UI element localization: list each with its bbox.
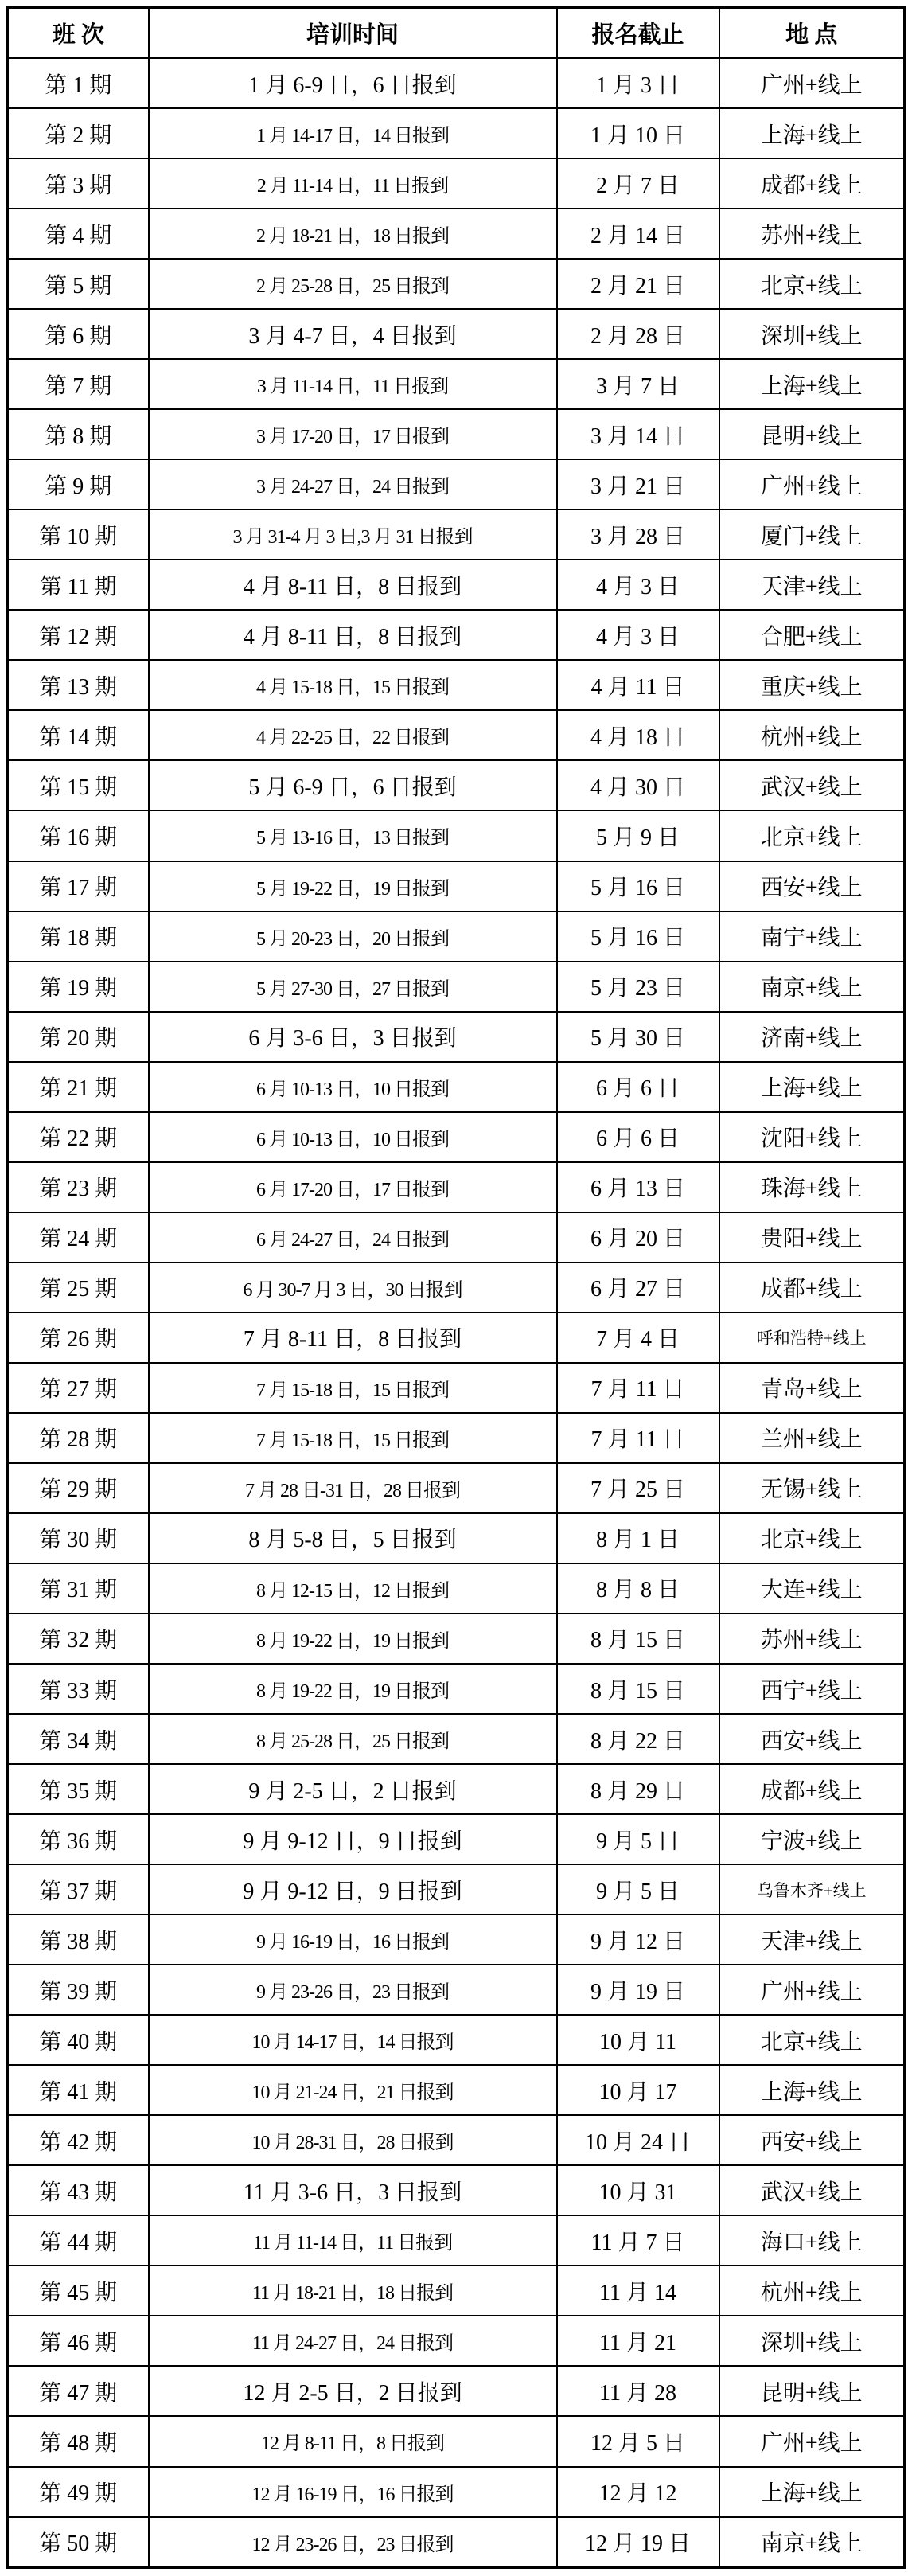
cell-location: 天津+线上 [719,1914,905,1965]
cell-deadline: 3 月 7 日 [557,359,719,409]
cell-class: 第 3 期 [8,158,149,209]
cell-location: 成都+线上 [719,1263,905,1313]
training-schedule-table [6,6,903,2569]
cell-class: 第 10 期 [8,509,149,560]
cell-time: 4 月 8-11 日，8 日报到 [149,610,557,660]
cell-deadline: 9 月 5 日 [557,1814,719,1864]
cell-time: 11 月 24-27 日，24 日报到 [149,2316,557,2366]
cell-time: 2 月 11-14 日，11 日报到 [149,158,557,209]
table-row [8,1814,905,1864]
cell-deadline: 9 月 19 日 [557,1965,719,2015]
cell-time: 9 月 9-12 日，9 日报到 [149,1864,557,1914]
cell-time: 3 月 24-27 日，24 日报到 [149,459,557,509]
cell-deadline: 3 月 28 日 [557,509,719,560]
cell-time: 7 月 15-18 日，15 日报到 [149,1413,557,1463]
cell-deadline: 1 月 3 日 [557,58,719,108]
cell-location: 上海+线上 [719,1062,905,1112]
cell-time: 3 月 17-20 日，17 日报到 [149,409,557,459]
cell-deadline: 7 月 25 日 [557,1463,719,1513]
cell-class: 第 43 期 [8,2165,149,2215]
cell-location: 昆明+线上 [719,2366,905,2416]
table-row [8,1664,905,1714]
table-row [8,2416,905,2466]
cell-deadline: 9 月 5 日 [557,1864,719,1914]
cell-time: 9 月 9-12 日，9 日报到 [149,1814,557,1864]
cell-deadline: 4 月 3 日 [557,610,719,660]
cell-deadline: 5 月 16 日 [557,911,719,962]
table-row [8,1714,905,1764]
cell-class: 第 37 期 [8,1864,149,1914]
cell-time: 2 月 18-21 日，18 日报到 [149,209,557,259]
table-row [8,911,905,962]
cell-class: 第 46 期 [8,2316,149,2366]
cell-location: 大连+线上 [719,1563,905,1614]
cell-class: 第 21 期 [8,1062,149,1112]
table-row [8,1764,905,1814]
table-row [8,560,905,610]
cell-location: 广州+线上 [719,1965,905,2015]
column-header-time: 培训时间 [149,8,557,59]
cell-class: 第 48 期 [8,2416,149,2466]
cell-location: 杭州+线上 [719,710,905,760]
cell-time: 7 月 15-18 日，15 日报到 [149,1363,557,1413]
cell-location: 重庆+线上 [719,660,905,710]
cell-class: 第 15 期 [8,760,149,810]
cell-deadline: 6 月 27 日 [557,1263,719,1313]
cell-time: 1 月 6-9 日，6 日报到 [149,58,557,108]
cell-location: 厦门+线上 [719,509,905,560]
cell-location: 南京+线上 [719,2517,905,2568]
cell-location: 北京+线上 [719,810,905,861]
column-header-deadline: 报名截止 [557,8,719,59]
table-row [8,1212,905,1263]
cell-time: 8 月 19-22 日，19 日报到 [149,1614,557,1664]
cell-class: 第 27 期 [8,1363,149,1413]
table-row [8,1313,905,1363]
cell-time: 6 月 10-13 日，10 日报到 [149,1112,557,1162]
table-row [8,2467,905,2517]
cell-deadline: 4 月 3 日 [557,560,719,610]
cell-time: 12 月 8-11 日，8 日报到 [149,2416,557,2466]
cell-time: 4 月 22-25 日，22 日报到 [149,710,557,760]
table-row [8,209,905,259]
table-row [8,1965,905,2015]
table-row [8,962,905,1012]
header-row [8,8,905,59]
table-row [8,108,905,158]
cell-location: 天津+线上 [719,560,905,610]
cell-location: 珠海+线上 [719,1162,905,1212]
cell-time: 11 月 3-6 日，3 日报到 [149,2165,557,2215]
cell-deadline: 8 月 22 日 [557,1714,719,1764]
cell-deadline: 12 月 5 日 [557,2416,719,2466]
table-row [8,359,905,409]
cell-class: 第 18 期 [8,911,149,962]
cell-class: 第 34 期 [8,1714,149,1764]
cell-time: 7 月 8-11 日，8 日报到 [149,1313,557,1363]
cell-deadline: 3 月 14 日 [557,409,719,459]
cell-time: 8 月 12-15 日，12 日报到 [149,1563,557,1614]
cell-time: 5 月 6-9 日，6 日报到 [149,760,557,810]
table-row [8,1513,905,1563]
cell-location: 成都+线上 [719,158,905,209]
cell-time: 5 月 13-16 日，13 日报到 [149,810,557,861]
cell-class: 第 23 期 [8,1162,149,1212]
cell-time: 6 月 30-7 月 3 日，30 日报到 [149,1263,557,1313]
cell-location: 青岛+线上 [719,1363,905,1413]
cell-deadline: 8 月 29 日 [557,1764,719,1814]
table-row [8,710,905,760]
cell-location: 兰州+线上 [719,1413,905,1463]
cell-time: 8 月 5-8 日，5 日报到 [149,1513,557,1563]
cell-class: 第 28 期 [8,1413,149,1463]
table-row [8,509,905,560]
table-row [8,610,905,660]
cell-time: 3 月 31-4 月 3 日,3 月 31 日报到 [149,509,557,560]
table-row [8,1363,905,1413]
cell-location: 深圳+线上 [719,2316,905,2366]
cell-class: 第 31 期 [8,1563,149,1614]
cell-time: 5 月 19-22 日，19 日报到 [149,861,557,911]
table-row [8,309,905,359]
cell-location: 广州+线上 [719,2416,905,2466]
table-row [8,58,905,108]
cell-deadline: 8 月 1 日 [557,1513,719,1563]
cell-deadline: 6 月 6 日 [557,1062,719,1112]
cell-location: 济南+线上 [719,1012,905,1062]
cell-deadline: 6 月 13 日 [557,1162,719,1212]
cell-time: 7 月 28 日-31 日，28 日报到 [149,1463,557,1513]
column-header-location: 地 点 [719,8,905,59]
cell-location: 深圳+线上 [719,309,905,359]
table-row [8,158,905,209]
cell-location: 广州+线上 [719,58,905,108]
cell-class: 第 47 期 [8,2366,149,2416]
table-row [8,2165,905,2215]
cell-location: 北京+线上 [719,1513,905,1563]
table-row [8,1413,905,1463]
cell-class: 第 29 期 [8,1463,149,1513]
cell-class: 第 41 期 [8,2065,149,2115]
cell-location: 西安+线上 [719,2115,905,2165]
cell-class: 第 40 期 [8,2015,149,2065]
cell-location: 苏州+线上 [719,209,905,259]
cell-deadline: 6 月 6 日 [557,1112,719,1162]
cell-class: 第 39 期 [8,1965,149,2015]
cell-class: 第 19 期 [8,962,149,1012]
cell-class: 第 5 期 [8,259,149,309]
cell-class: 第 45 期 [8,2266,149,2316]
cell-class: 第 35 期 [8,1764,149,1814]
cell-location: 南京+线上 [719,962,905,1012]
cell-class: 第 25 期 [8,1263,149,1313]
cell-class: 第 22 期 [8,1112,149,1162]
cell-class: 第 8 期 [8,409,149,459]
cell-class: 第 33 期 [8,1664,149,1714]
cell-time: 8 月 25-28 日，25 日报到 [149,1714,557,1764]
cell-time: 9 月 23-26 日，23 日报到 [149,1965,557,2015]
cell-time: 9 月 2-5 日，2 日报到 [149,1764,557,1814]
cell-time: 5 月 27-30 日，27 日报到 [149,962,557,1012]
cell-time: 6 月 10-13 日，10 日报到 [149,1062,557,1112]
schedule-table [6,6,906,2569]
cell-class: 第 50 期 [8,2517,149,2568]
cell-deadline: 4 月 11 日 [557,660,719,710]
table-row [8,2115,905,2165]
cell-location: 杭州+线上 [719,2266,905,2316]
table-row [8,2215,905,2266]
cell-deadline: 5 月 16 日 [557,861,719,911]
cell-location: 上海+线上 [719,2065,905,2115]
cell-location: 武汉+线上 [719,760,905,810]
cell-location: 西宁+线上 [719,1664,905,1714]
cell-time: 10 月 21-24 日，21 日报到 [149,2065,557,2115]
cell-deadline: 4 月 18 日 [557,710,719,760]
cell-time: 6 月 3-6 日，3 日报到 [149,1012,557,1062]
cell-time: 3 月 4-7 日，4 日报到 [149,309,557,359]
cell-deadline: 7 月 4 日 [557,1313,719,1363]
cell-time: 6 月 24-27 日，24 日报到 [149,1212,557,1263]
cell-deadline: 11 月 21 [557,2316,719,2366]
cell-location: 贵阳+线上 [719,1212,905,1263]
table-row [8,409,905,459]
cell-class: 第 7 期 [8,359,149,409]
cell-class: 第 16 期 [8,810,149,861]
cell-class: 第 6 期 [8,309,149,359]
table-row [8,2015,905,2065]
cell-location: 宁波+线上 [719,1814,905,1864]
cell-time: 1 月 14-17 日，14 日报到 [149,108,557,158]
cell-time: 9 月 16-19 日，16 日报到 [149,1914,557,1965]
table-row [8,1012,905,1062]
table-row [8,2316,905,2366]
cell-deadline: 2 月 14 日 [557,209,719,259]
cell-location: 西安+线上 [719,861,905,911]
table-row [8,1162,905,1212]
cell-location: 呼和浩特+线上 [719,1313,905,1363]
cell-location: 北京+线上 [719,2015,905,2065]
table-row [8,1614,905,1664]
cell-deadline: 10 月 31 [557,2165,719,2215]
table-row [8,2065,905,2115]
cell-deadline: 4 月 30 日 [557,760,719,810]
cell-class: 第 30 期 [8,1513,149,1563]
table-row [8,1062,905,1112]
cell-class: 第 24 期 [8,1212,149,1263]
table-row [8,459,905,509]
table-row [8,2517,905,2568]
cell-class: 第 1 期 [8,58,149,108]
cell-deadline: 8 月 15 日 [557,1664,719,1714]
cell-time: 11 月 18-21 日，18 日报到 [149,2266,557,2316]
cell-location: 海口+线上 [719,2215,905,2266]
cell-class: 第 44 期 [8,2215,149,2266]
cell-time: 12 月 23-26 日，23 日报到 [149,2517,557,2568]
cell-deadline: 5 月 9 日 [557,810,719,861]
cell-time: 4 月 15-18 日，15 日报到 [149,660,557,710]
cell-class: 第 14 期 [8,710,149,760]
cell-location: 昆明+线上 [719,409,905,459]
cell-class: 第 12 期 [8,610,149,660]
cell-time: 11 月 11-14 日，11 日报到 [149,2215,557,2266]
cell-time: 10 月 14-17 日，14 日报到 [149,2015,557,2065]
cell-deadline: 12 月 19 日 [557,2517,719,2568]
cell-class: 第 13 期 [8,660,149,710]
table-row [8,259,905,309]
cell-deadline: 2 月 28 日 [557,309,719,359]
cell-deadline: 7 月 11 日 [557,1363,719,1413]
cell-deadline: 2 月 21 日 [557,259,719,309]
table-row [8,1563,905,1614]
cell-time: 6 月 17-20 日，17 日报到 [149,1162,557,1212]
cell-location: 上海+线上 [719,2467,905,2517]
cell-time: 3 月 11-14 日，11 日报到 [149,359,557,409]
cell-class: 第 4 期 [8,209,149,259]
cell-deadline: 3 月 21 日 [557,459,719,509]
cell-time: 8 月 19-22 日，19 日报到 [149,1664,557,1714]
cell-location: 合肥+线上 [719,610,905,660]
cell-location: 北京+线上 [719,259,905,309]
cell-time: 12 月 16-19 日，16 日报到 [149,2467,557,2517]
table-row [8,810,905,861]
cell-class: 第 11 期 [8,560,149,610]
cell-time: 12 月 2-5 日，2 日报到 [149,2366,557,2416]
cell-location: 南宁+线上 [719,911,905,962]
table-row [8,760,905,810]
cell-location: 上海+线上 [719,108,905,158]
cell-class: 第 2 期 [8,108,149,158]
cell-location: 上海+线上 [719,359,905,409]
cell-location: 无锡+线上 [719,1463,905,1513]
cell-class: 第 9 期 [8,459,149,509]
cell-deadline: 2 月 7 日 [557,158,719,209]
cell-deadline: 8 月 15 日 [557,1614,719,1664]
table-row [8,1914,905,1965]
cell-location: 广州+线上 [719,459,905,509]
table-row [8,861,905,911]
cell-class: 第 20 期 [8,1012,149,1062]
table-row [8,2266,905,2316]
cell-class: 第 36 期 [8,1814,149,1864]
cell-deadline: 1 月 10 日 [557,108,719,158]
cell-location: 沈阳+线上 [719,1112,905,1162]
cell-deadline: 6 月 20 日 [557,1212,719,1263]
cell-location: 成都+线上 [719,1764,905,1814]
cell-class: 第 26 期 [8,1313,149,1363]
cell-location: 苏州+线上 [719,1614,905,1664]
cell-deadline: 8 月 8 日 [557,1563,719,1614]
cell-time: 5 月 20-23 日，20 日报到 [149,911,557,962]
cell-location: 乌鲁木齐+线上 [719,1864,905,1914]
cell-deadline: 10 月 17 [557,2065,719,2115]
column-header-class: 班 次 [8,8,149,59]
cell-deadline: 5 月 30 日 [557,1012,719,1062]
cell-class: 第 32 期 [8,1614,149,1664]
cell-deadline: 11 月 14 [557,2266,719,2316]
table-row [8,660,905,710]
cell-deadline: 11 月 7 日 [557,2215,719,2266]
cell-deadline: 5 月 23 日 [557,962,719,1012]
table-row [8,1263,905,1313]
cell-time: 10 月 28-31 日，28 日报到 [149,2115,557,2165]
cell-class: 第 42 期 [8,2115,149,2165]
cell-deadline: 10 月 24 日 [557,2115,719,2165]
cell-deadline: 9 月 12 日 [557,1914,719,1965]
table-row [8,2366,905,2416]
cell-time: 4 月 8-11 日，8 日报到 [149,560,557,610]
cell-class: 第 17 期 [8,861,149,911]
cell-deadline: 7 月 11 日 [557,1413,719,1463]
cell-deadline: 10 月 11 [557,2015,719,2065]
table-row [8,1463,905,1513]
cell-class: 第 49 期 [8,2467,149,2517]
cell-deadline: 11 月 28 [557,2366,719,2416]
table-row [8,1864,905,1914]
cell-deadline: 12 月 12 [557,2467,719,2517]
cell-location: 西安+线上 [719,1714,905,1764]
cell-class: 第 38 期 [8,1914,149,1965]
table-body [8,58,905,2568]
cell-location: 武汉+线上 [719,2165,905,2215]
table-row [8,1112,905,1162]
cell-time: 2 月 25-28 日，25 日报到 [149,259,557,309]
